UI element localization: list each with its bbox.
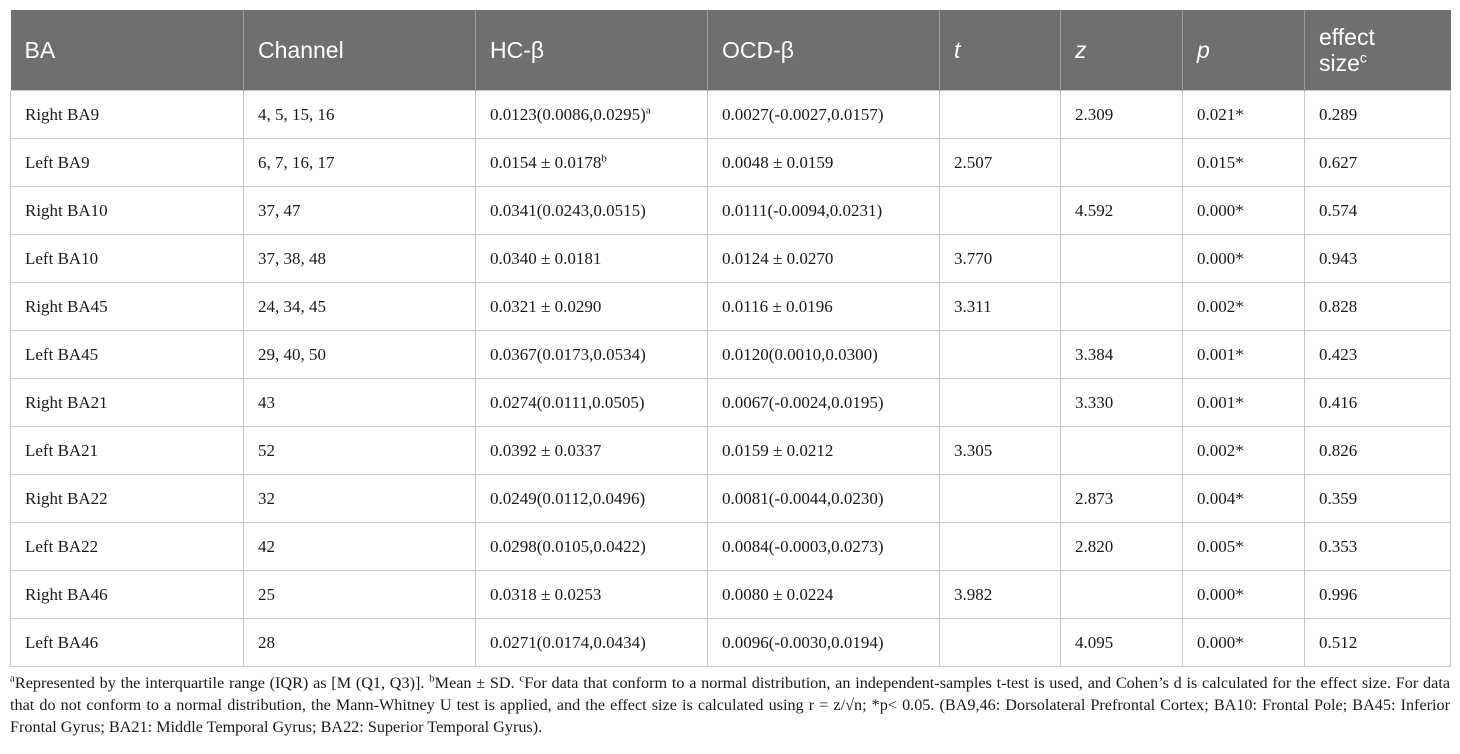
- cell-hc-beta: [476, 523, 708, 571]
- cell-p: [1183, 331, 1305, 379]
- cell-t-value: 3.311: [954, 296, 992, 316]
- cell-ba: [11, 475, 244, 523]
- cell-effect-size: [1305, 571, 1451, 619]
- cell-hc-beta-value: 0.0271(0.0174,0.0434): [490, 632, 646, 652]
- cell-ba: [11, 523, 244, 571]
- cell-effect-size: [1305, 187, 1451, 235]
- cell-z-value: 3.330: [1075, 392, 1114, 412]
- cell-effect-size-value: 0.574: [1319, 200, 1358, 220]
- cell-t-value: 3.305: [954, 440, 993, 460]
- footnote-mark-a: a: [10, 672, 15, 685]
- cell-channel-value: 6, 7, 16, 17: [258, 152, 335, 172]
- table-footnote: [10, 672, 1450, 738]
- table-row: [11, 91, 1451, 139]
- cell-channel: [244, 523, 476, 571]
- cell-hc-beta: [476, 331, 708, 379]
- cell-t-value: 3.770: [954, 248, 993, 268]
- cell-effect-size-value: 0.359: [1319, 488, 1358, 508]
- cell-ba-value: Left BA46: [25, 632, 99, 652]
- cell-ocd-beta: [708, 619, 940, 667]
- cell-ba: [11, 91, 244, 139]
- cell-z: [1061, 619, 1183, 667]
- cell-p-value: 0.001*: [1197, 344, 1244, 364]
- table-row: [11, 187, 1451, 235]
- cell-ba-value: Left BA9: [25, 152, 90, 172]
- cell-ocd-beta-value: 0.0124 ± 0.0270: [722, 248, 834, 268]
- cell-p-value: 0.002*: [1197, 440, 1244, 460]
- cell-channel: [244, 139, 476, 187]
- cell-channel-value: 37, 38, 48: [258, 248, 326, 268]
- cell-effect-size: [1305, 283, 1451, 331]
- cell-ocd-beta-value: 0.0027(-0.0027,0.0157): [722, 104, 884, 124]
- footnote-mark: a: [645, 103, 651, 116]
- col-header-channel: Channel: [244, 10, 476, 91]
- cell-effect-size-value: 0.289: [1319, 104, 1358, 124]
- cell-hc-beta: [476, 187, 708, 235]
- footnote-mark-c: c: [519, 672, 525, 685]
- cell-hc-beta: [476, 475, 708, 523]
- cell-ocd-beta-value: 0.0096(-0.0030,0.0194): [722, 632, 884, 652]
- table-row: [11, 331, 1451, 379]
- cell-t: [940, 283, 1061, 331]
- cell-p: [1183, 379, 1305, 427]
- cell-channel: [244, 619, 476, 667]
- cell-p: [1183, 475, 1305, 523]
- cell-p-value: 0.001*: [1197, 392, 1244, 412]
- cell-ba-value: Right BA22: [25, 488, 108, 508]
- col-header-t: t: [940, 10, 1061, 91]
- cell-hc-beta-value: 0.0392 ± 0.0337: [490, 440, 602, 460]
- cell-ocd-beta: [708, 235, 940, 283]
- table-row: [11, 571, 1451, 619]
- cell-p: [1183, 187, 1305, 235]
- cell-p-value: 0.000*: [1197, 632, 1244, 652]
- cell-channel-value: 32: [258, 488, 275, 508]
- cell-p-value: 0.021*: [1197, 104, 1244, 124]
- cell-effect-size-value: 0.828: [1319, 296, 1358, 316]
- table-row: [11, 235, 1451, 283]
- cell-ocd-beta: [708, 523, 940, 571]
- cell-p: [1183, 571, 1305, 619]
- cell-hc-beta-value: 0.0298(0.0105,0.0422): [490, 536, 646, 556]
- cell-ba-value: Right BA46: [25, 584, 108, 604]
- cell-hc-beta-value: 0.0274(0.0111,0.0505): [490, 392, 645, 412]
- cell-p: [1183, 283, 1305, 331]
- footnote-a-text: Represented by the interquartile range (IQR) as [M (Q1, Q3)].: [14, 674, 430, 692]
- cell-hc-beta-value: 0.0123(0.0086,0.0295): [490, 104, 646, 124]
- cell-ba: [11, 139, 244, 187]
- col-header-ocd-beta: OCD-β: [708, 10, 940, 91]
- cell-effect-size-value: 0.627: [1319, 152, 1358, 172]
- cell-ocd-beta: [708, 283, 940, 331]
- cell-channel: [244, 571, 476, 619]
- effect-header-footnote-mark: c: [1359, 49, 1367, 66]
- table-row: [11, 427, 1451, 475]
- cell-effect-size-value: 0.826: [1319, 440, 1358, 460]
- cell-ba-value: Left BA45: [25, 344, 99, 364]
- cell-ba: [11, 379, 244, 427]
- cell-ocd-beta-value: 0.0116 ± 0.0196: [722, 296, 833, 316]
- cell-channel-value: 37, 47: [258, 200, 301, 220]
- cell-p-value: 0.004*: [1197, 488, 1244, 508]
- cell-ba: [11, 235, 244, 283]
- cell-channel-value: 42: [258, 536, 275, 556]
- cell-ocd-beta-value: 0.0081(-0.0044,0.0230): [722, 488, 884, 508]
- cell-z: [1061, 91, 1183, 139]
- table-row: [11, 619, 1451, 667]
- cell-ocd-beta: [708, 139, 940, 187]
- cell-ba: [11, 571, 244, 619]
- cell-t: [940, 187, 1061, 235]
- cell-hc-beta: [476, 235, 708, 283]
- cell-z: [1061, 571, 1183, 619]
- cell-effect-size: [1305, 139, 1451, 187]
- cell-effect-size-value: 0.416: [1319, 392, 1358, 412]
- table-row: [11, 475, 1451, 523]
- cell-t: [940, 139, 1061, 187]
- cell-ocd-beta-value: 0.0048 ± 0.0159: [722, 152, 834, 172]
- cell-effect-size-value: 0.512: [1319, 632, 1358, 652]
- cell-ocd-beta: [708, 187, 940, 235]
- col-header-ba: BA: [11, 10, 244, 91]
- results-table-container: [10, 10, 1450, 667]
- cell-ba: [11, 331, 244, 379]
- cell-hc-beta: [476, 571, 708, 619]
- cell-z-value: 4.592: [1075, 200, 1114, 220]
- cell-hc-beta: [476, 91, 708, 139]
- cell-channel: [244, 379, 476, 427]
- cell-ba-value: Left BA21: [25, 440, 99, 460]
- cell-hc-beta: [476, 139, 708, 187]
- cell-effect-size: [1305, 619, 1451, 667]
- cell-effect-size: [1305, 379, 1451, 427]
- cell-ocd-beta-value: 0.0067(-0.0024,0.0195): [722, 392, 884, 412]
- cell-ocd-beta: [708, 475, 940, 523]
- cell-z: [1061, 235, 1183, 283]
- col-header-p: p: [1183, 10, 1305, 91]
- cell-ocd-beta: [708, 331, 940, 379]
- header-row: [11, 10, 1451, 91]
- footnote-mark: b: [601, 151, 607, 164]
- results-table: [10, 10, 1451, 667]
- cell-z: [1061, 283, 1183, 331]
- cell-t: [940, 331, 1061, 379]
- cell-hc-beta: [476, 619, 708, 667]
- cell-t: [940, 523, 1061, 571]
- cell-channel: [244, 283, 476, 331]
- cell-ocd-beta-value: 0.0084(-0.0003,0.0273): [722, 536, 884, 556]
- cell-channel-value: 52: [258, 440, 275, 460]
- cell-p-value: 0.000*: [1197, 584, 1244, 604]
- cell-channel: [244, 427, 476, 475]
- cell-z: [1061, 187, 1183, 235]
- cell-hc-beta-value: 0.0318 ± 0.0253: [490, 584, 602, 604]
- footnote-c-text: For data that conform to a normal distribution, an independent-samples t-test is used, and Cohen’s d is calculated for the effect size. For data that do not conform to a normal distribution, the Mann-Whitney U test is applied, and the effect size is calculated using r = z/√n; *p< 0.05. (BA9,46: Dorsolateral Prefrontal Cortex; BA10: Frontal Pole; BA45: Inferior Frontal Gyrus; BA21: Middle Temporal Gyrus; BA22: Superior Temporal Gyrus).: [10, 674, 1450, 736]
- cell-z-value: 3.384: [1075, 344, 1114, 364]
- cell-ocd-beta: [708, 379, 940, 427]
- footnote-b-text: Mean ± SD.: [434, 674, 520, 692]
- cell-hc-beta-value: 0.0321 ± 0.0290: [490, 296, 602, 316]
- cell-channel-value: 24, 34, 45: [258, 296, 326, 316]
- cell-hc-beta: [476, 427, 708, 475]
- cell-ba: [11, 283, 244, 331]
- cell-t: [940, 475, 1061, 523]
- cell-ocd-beta: [708, 427, 940, 475]
- cell-ba: [11, 619, 244, 667]
- cell-p: [1183, 619, 1305, 667]
- footnote-mark-b: b: [429, 672, 435, 685]
- table-body: [11, 91, 1451, 667]
- effect-header-line2: size: [1319, 50, 1360, 76]
- cell-effect-size: [1305, 523, 1451, 571]
- cell-z: [1061, 379, 1183, 427]
- cell-hc-beta-value: 0.0249(0.0112,0.0496): [490, 488, 646, 508]
- cell-effect-size: [1305, 427, 1451, 475]
- cell-effect-size: [1305, 475, 1451, 523]
- cell-hc-beta: [476, 379, 708, 427]
- cell-p-value: 0.015*: [1197, 152, 1244, 172]
- cell-ba-value: Left BA22: [25, 536, 99, 556]
- cell-t: [940, 619, 1061, 667]
- cell-channel: [244, 187, 476, 235]
- cell-ocd-beta-value: 0.0080 ± 0.0224: [722, 584, 834, 604]
- effect-header-line1: effect: [1319, 24, 1375, 50]
- cell-ba: [11, 187, 244, 235]
- cell-effect-size-value: 0.996: [1319, 584, 1358, 604]
- cell-z-value: 4.095: [1075, 632, 1114, 652]
- cell-channel: [244, 331, 476, 379]
- cell-effect-size-value: 0.353: [1319, 536, 1358, 556]
- table-row: [11, 379, 1451, 427]
- cell-hc-beta-value: 0.0154 ± 0.0178: [490, 152, 602, 172]
- cell-channel-value: 4, 5, 15, 16: [258, 104, 335, 124]
- cell-p: [1183, 523, 1305, 571]
- cell-hc-beta-value: 0.0341(0.0243,0.0515): [490, 200, 646, 220]
- cell-channel: [244, 91, 476, 139]
- table-row: [11, 139, 1451, 187]
- cell-z: [1061, 427, 1183, 475]
- cell-z: [1061, 523, 1183, 571]
- cell-p: [1183, 235, 1305, 283]
- cell-ba-value: Right BA10: [25, 200, 108, 220]
- cell-t: [940, 235, 1061, 283]
- cell-channel-value: 43: [258, 392, 275, 412]
- table-row: [11, 523, 1451, 571]
- cell-t: [940, 571, 1061, 619]
- col-header-hc-beta: HC-β: [476, 10, 708, 91]
- cell-channel-value: 29, 40, 50: [258, 344, 326, 364]
- cell-t-value: 2.507: [954, 152, 993, 172]
- cell-t-value: 3.982: [954, 584, 993, 604]
- cell-ocd-beta: [708, 571, 940, 619]
- cell-ocd-beta-value: 0.0159 ± 0.0212: [722, 440, 834, 460]
- cell-z-value: 2.873: [1075, 488, 1114, 508]
- cell-ba-value: Right BA45: [25, 296, 108, 316]
- cell-p: [1183, 427, 1305, 475]
- cell-z: [1061, 139, 1183, 187]
- cell-ocd-beta-value: 0.0111(-0.0094,0.0231): [722, 200, 883, 220]
- cell-effect-size-value: 0.943: [1319, 248, 1358, 268]
- cell-channel: [244, 475, 476, 523]
- cell-t: [940, 427, 1061, 475]
- cell-channel: [244, 235, 476, 283]
- cell-t: [940, 91, 1061, 139]
- cell-effect-size-value: 0.423: [1319, 344, 1358, 364]
- cell-ba: [11, 427, 244, 475]
- cell-hc-beta: [476, 283, 708, 331]
- table-header: [11, 10, 1451, 91]
- cell-effect-size: [1305, 91, 1451, 139]
- cell-p: [1183, 139, 1305, 187]
- cell-z: [1061, 475, 1183, 523]
- cell-p-value: 0.000*: [1197, 200, 1244, 220]
- cell-ocd-beta: [708, 91, 940, 139]
- cell-channel-value: 28: [258, 632, 275, 652]
- cell-p: [1183, 91, 1305, 139]
- cell-p-value: 0.002*: [1197, 296, 1244, 316]
- cell-ba-value: Right BA21: [25, 392, 108, 412]
- col-header-effect-size: [1305, 10, 1451, 91]
- cell-effect-size: [1305, 331, 1451, 379]
- cell-z-value: 2.820: [1075, 536, 1114, 556]
- cell-ba-value: Right BA9: [25, 104, 100, 124]
- col-header-z: z: [1061, 10, 1183, 91]
- cell-hc-beta-value: 0.0340 ± 0.0181: [490, 248, 602, 268]
- cell-hc-beta-value: 0.0367(0.0173,0.0534): [490, 344, 646, 364]
- cell-channel-value: 25: [258, 584, 275, 604]
- cell-ocd-beta-value: 0.0120(0.0010,0.0300): [722, 344, 878, 364]
- table-row: [11, 283, 1451, 331]
- cell-ba-value: Left BA10: [25, 248, 99, 268]
- cell-z: [1061, 331, 1183, 379]
- cell-p-value: 0.000*: [1197, 248, 1244, 268]
- cell-z-value: 2.309: [1075, 104, 1114, 124]
- cell-t: [940, 379, 1061, 427]
- cell-p-value: 0.005*: [1197, 536, 1244, 556]
- cell-effect-size: [1305, 235, 1451, 283]
